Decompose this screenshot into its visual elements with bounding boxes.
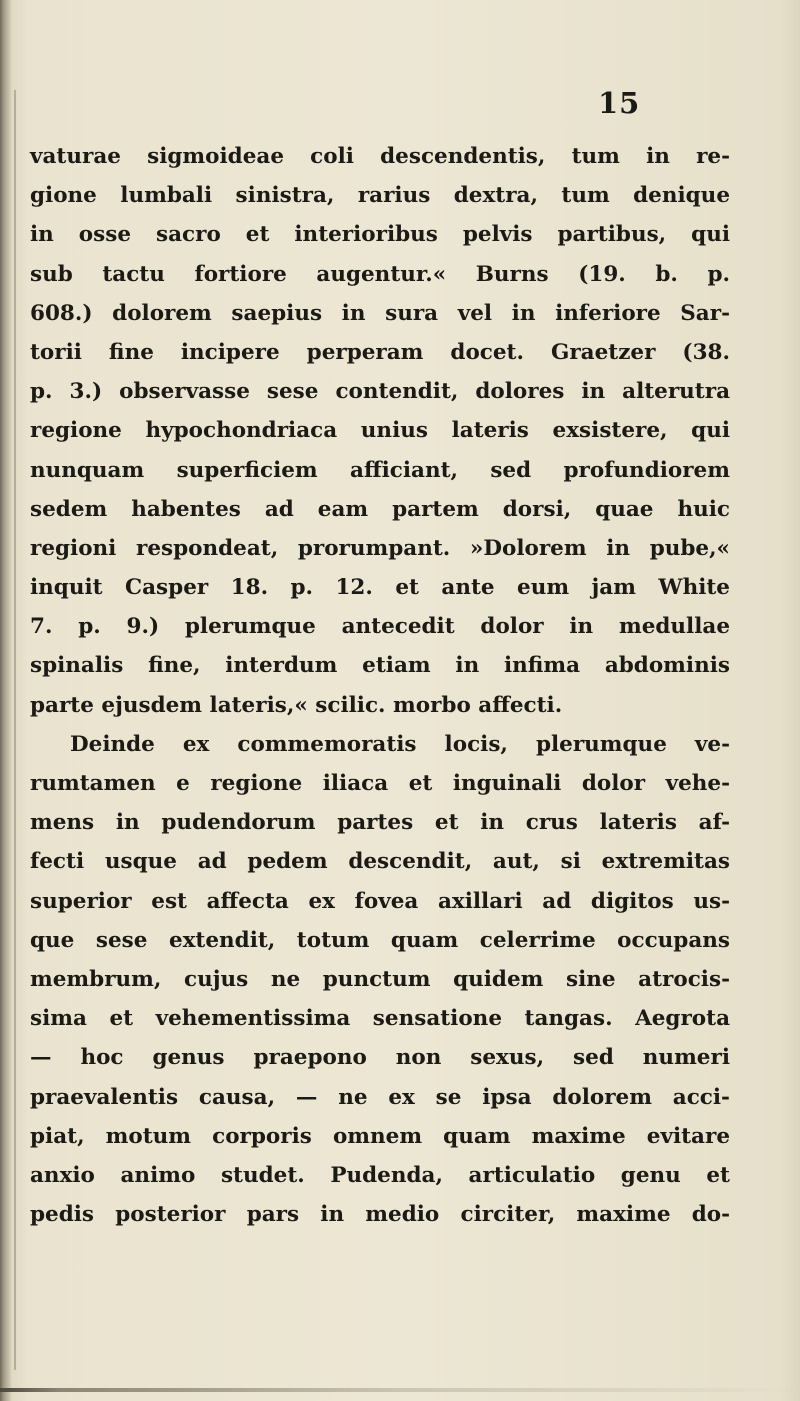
text-line: fecti usque ad pedem descendit, aut, si extremitas [30,849,730,875]
text-line: regioni respondeat, prorumpant. »Dolorem in pube,« [30,535,730,561]
text-line: nunquam superficiem afficiant, sed profundiorem [30,457,730,483]
text-line: torii fine incipere perperam docet. Graetzer (38. [30,339,730,365]
text-line: sima et vehementissima sensatione tangas. Aegrota [30,1006,730,1032]
text-line: pedis posterior pars in medio circiter, maxime do- [30,1202,730,1228]
text-line: sub tactu fortiore augentur.« Burns (19. b. p. [30,261,730,287]
bottom-edge-shadow [0,1388,800,1392]
text-line: inquit Casper 18. p. 12. et ante eum jam White [30,575,730,601]
margin-rule [14,90,16,1370]
text-line: spinalis fine, interdum etiam in infima abdominis [30,653,730,679]
text-line: superior est affecta ex fovea axillari ad digitos us- [30,888,730,914]
text-line: vaturae sigmoideae coli descendentis, tum in re- [30,144,730,169]
page-number: 15 [598,86,641,120]
text-line: anxio animo studet. Pudenda, articulatio genu et [30,1162,730,1188]
text-line: 7. p. 9.) plerumque antecedit dolor in medullae [30,614,730,640]
text-line: rumtamen e regione iliaca et inguinali dolor vehe- [30,771,730,796]
text-line: gione lumbali sinistra, rarius dextra, tum denique [30,183,730,209]
text-line: mens in pudendorum partes et in crus lateris af- [30,810,730,836]
text-line: regione hypochondriaca unius lateris exsistere, qui [30,418,730,444]
text-line: piat, motum corporis omnem quam maxime evitare [30,1123,730,1149]
binding-edge [0,0,12,1401]
paragraph-end-line: parte ejusdem lateris,« scilic. morbo affecti. [30,692,563,718]
body-text [30,137,730,1234]
text-line: in osse sacro et interioribus pelvis partibus, qui [30,222,730,248]
text-line: sedem habentes ad eam partem dorsi, quae huic [30,496,730,522]
text-line: que sese extendit, totum quam celerrime occupans [30,927,730,953]
paragraph-start-line: Deinde ex commemoratis locis, plerumque ve- [70,731,730,757]
text-line: 608.) dolorem saepius in sura vel in inferiore Sar- [30,300,730,326]
text-line: p. 3.) observasse sese contendit, dolores in alterutra [30,379,730,405]
text-line: praevalentis causa, — ne ex se ipsa dolorem acci- [30,1084,730,1110]
text-line: — hoc genus praepono non sexus, sed numeri [30,1045,730,1071]
text-line: membrum, cujus ne punctum quidem sine atrocis- [30,966,730,992]
